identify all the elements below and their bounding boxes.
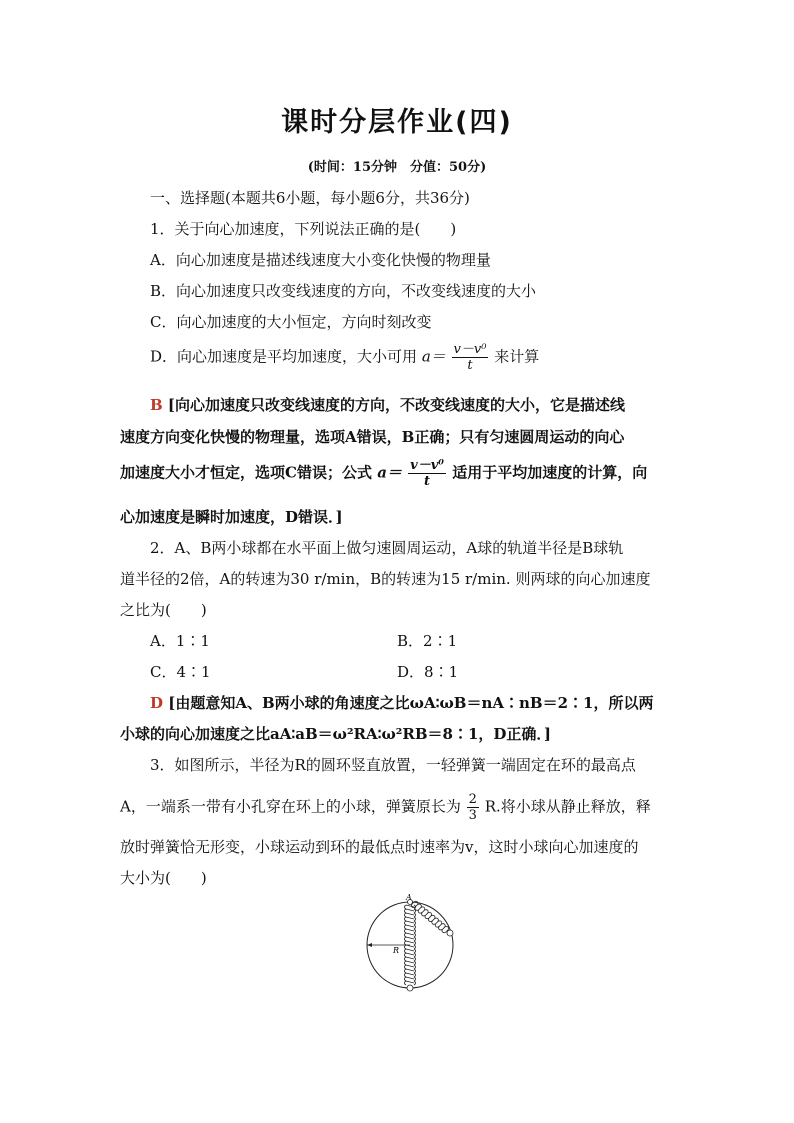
q3-fraction	[467, 792, 479, 823]
q3-stem-line2	[120, 792, 651, 823]
formula-fraction-2	[408, 458, 446, 489]
q2-stem-line2: 道半径的2倍，A的转速为30 r/min，B的转速为15 r/min. 则两球的向心加速度	[120, 570, 651, 588]
section-heading: 一、选择题(本题共6小题，每小题6分，共36分)	[150, 189, 470, 207]
q2-exp1: [由题意知A、B两小球的角速度之比ωA∶ωB＝nA∶nB＝2∶1，所以两	[168, 694, 654, 712]
page-title: 课时分层作业(四)	[281, 107, 513, 138]
q1-exp3-pre: 加速度大小才恒定，选项C错误；公式	[120, 463, 372, 482]
q3-stem-line1: 3．如图所示，半径为R的圆环竖直放置，一轻弹簧一端固定在环的最高点	[150, 756, 636, 774]
q2-option-d: D．8∶1	[397, 663, 459, 681]
radius-arrowhead	[367, 943, 372, 947]
q1-explanation-line4: 心加速度是瞬时加速度，D错误．]	[120, 508, 343, 526]
q1-stem: 1．关于向心加速度，下列说法正确的是( )	[150, 220, 457, 238]
formula-lhs: a＝	[421, 347, 446, 366]
q2-explanation-line2: 小球的向心加速度之比aA∶aB＝ω²RA∶ω²RB＝8∶1，D正确．]	[120, 725, 551, 743]
q3-fraction-den: 3	[468, 808, 477, 823]
q1-exp1: [向心加速度只改变线速度的方向，不改变线速度的大小，它是描述线	[167, 396, 626, 414]
q3-l2-post: R.将小球从静止释放，释	[484, 797, 651, 816]
label-r: R	[393, 946, 400, 955]
q1-exp3-post: 适用于平均加速度的计算，向	[452, 463, 648, 482]
q1-option-d-suffix: 来计算	[494, 347, 540, 366]
q1-option-d	[150, 342, 539, 373]
q2-stem-line3: 之比为( )	[120, 601, 207, 619]
formula-numerator-2: v－v⁰	[410, 458, 444, 473]
q3-stem-line4: 大小为( )	[120, 869, 207, 887]
q2-option-a: A．1∶1	[150, 632, 210, 650]
formula-denominator-2: t	[424, 474, 431, 489]
page-subtitle: (时间：15分钟 分值：50分)	[307, 160, 487, 175]
q2-option-c: C．4∶1	[150, 663, 211, 681]
q1-option-d-text: D．向心加速度是平均加速度，大小可用	[150, 347, 418, 366]
ring-spring-figure	[360, 893, 460, 1003]
formula-fraction	[452, 342, 489, 373]
formula-numerator: v－v⁰	[453, 342, 487, 357]
q3-fraction-num: 2	[468, 792, 477, 807]
q2-stem-line1: 2．A、B两小球都在水平面上做匀速圆周运动，A球的轨道半径是B球轨	[150, 539, 624, 557]
q1-option-a: A．向心加速度是描述线速度大小变化快慢的物理量	[150, 251, 491, 269]
q1-option-c: C．向心加速度的大小恒定，方向时刻改变	[150, 313, 432, 331]
side-ball	[447, 930, 453, 936]
q1-answer: B	[150, 396, 163, 414]
q1-option-b: B．向心加速度只改变线速度的方向，不改变线速度的大小	[150, 282, 537, 300]
label-a: A	[406, 893, 412, 902]
q1-explanation-line2: 速度方向变化快慢的物理量，选项A错误，B正确；只有匀速圆周运动的向心	[120, 428, 625, 446]
q1-explanation-line3	[120, 458, 647, 489]
q2-option-b: B．2∶1	[397, 632, 458, 650]
bottom-ball	[407, 985, 413, 991]
q3-l2-pre: A，一端系一带有小孔穿在环上的小球，弹簧原长为	[120, 797, 461, 816]
q3-stem-line3: 放时弹簧恰无形变，小球运动到环的最低点时速率为v，这时小球向心加速度的	[120, 838, 639, 856]
q1-explanation-line1	[150, 394, 625, 415]
q2-explanation-line1	[150, 692, 653, 713]
formula-denominator: t	[467, 358, 473, 373]
formula-lhs-2: a＝	[377, 463, 402, 482]
q2-answer: D	[150, 694, 164, 712]
